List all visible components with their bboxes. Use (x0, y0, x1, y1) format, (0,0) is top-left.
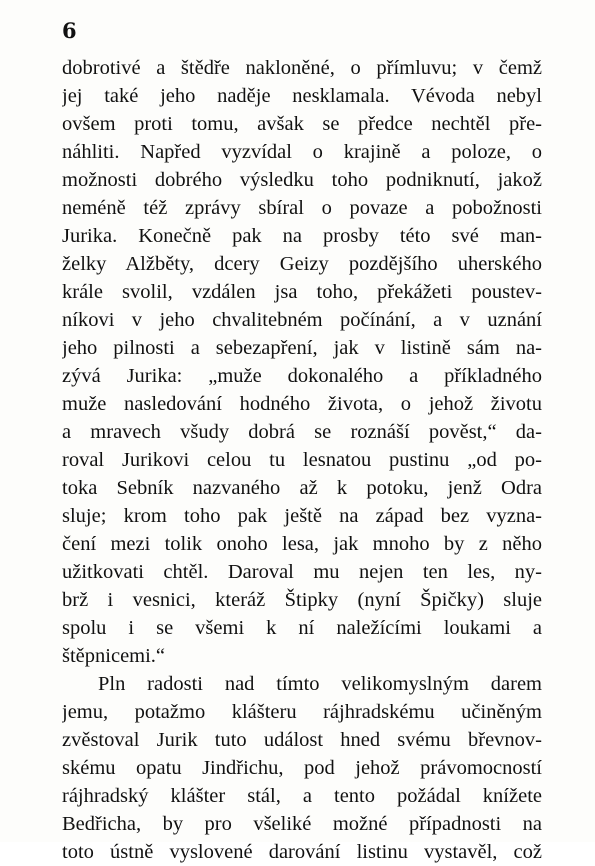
text-line: Jurika. Konečně pak na prosby této své man- (62, 225, 542, 247)
text-line: jeho pilnosti a sebezapření, jak v listině sám na- (62, 337, 542, 359)
text-line: muže nasledování hodného života, o jehož životu (62, 393, 542, 415)
text-line: rájhradský klášter stál, a tento požádal knížete (62, 785, 542, 807)
text-line: ovšem proti tomu, avšak se předce nechtěl pře- (62, 113, 542, 135)
text-line: možnosti dobrého výsledku toho podniknutí, jakož (62, 169, 542, 191)
text-line: želky Alžběty, dcery Geizy pozdějšího uherského (62, 253, 542, 275)
text-line: zývá Jurika: „muže dokonalého a příkladného (62, 365, 542, 387)
text-line: čení mezi tolik onoho lesa, jak mnoho by z něho (62, 533, 542, 555)
text-line: a mravech všudy dobrá se roznáší pověst,“ da- (62, 421, 542, 443)
text-line: užitkovati chtěl. Daroval mu nejen ten les, ny- (62, 561, 542, 583)
text-line: Bedřicha, by pro všeliké možné případnosti na (62, 813, 542, 835)
paragraph-end-line: štěpnicemi.“ (62, 645, 166, 667)
text-line: toka Sebník nazvaného až k potoku, jenž Odra (62, 477, 542, 499)
text-line: dobrotivé a štědře nakloněné, o přímluvu; v čemž (62, 57, 542, 79)
text-line: roval Jurikovi celou tu lesnatou pustinu „od po- (62, 449, 542, 471)
text-line: neméně též zprávy sbíral o povaze a pobožnosti (62, 197, 542, 219)
text-line: zvěstoval Jurik tuto událost hned svému břevnov- (62, 729, 542, 751)
text-line: brž i vesnici, kteráž Štipky (nyní Špičky) sluje (62, 589, 542, 611)
text-line: jemu, potažmo klášteru rájhradskému učiněným (62, 701, 542, 723)
text-line: skému opatu Jindřichu, pod jehož právomocností (62, 757, 542, 779)
text-line: náhliti. Napřed vyzvídal o krajině a poloze, o (62, 141, 542, 163)
text-line: sluje; krom toho pak ještě na západ bez vyzna- (62, 505, 542, 527)
text-line: krále svolil, vzdálen jsa toho, překážeti poustev- (62, 281, 542, 303)
page-number: 6 (62, 18, 77, 43)
text-line: jej také jeho naděje nesklamala. Vévoda nebyl (62, 85, 542, 107)
paragraph-start-line: Pln radosti nad tímto velikomyslným darem (98, 673, 542, 695)
body-text (62, 54, 542, 866)
text-line: spolu i se všemi k ní naležícími loukami a (62, 617, 542, 639)
text-line: toto ústně vyslovené darování listinu vystavěl, což (62, 841, 542, 863)
text-line: níkovi v jeho chvalitebném počínání, a v uznání (62, 309, 542, 331)
